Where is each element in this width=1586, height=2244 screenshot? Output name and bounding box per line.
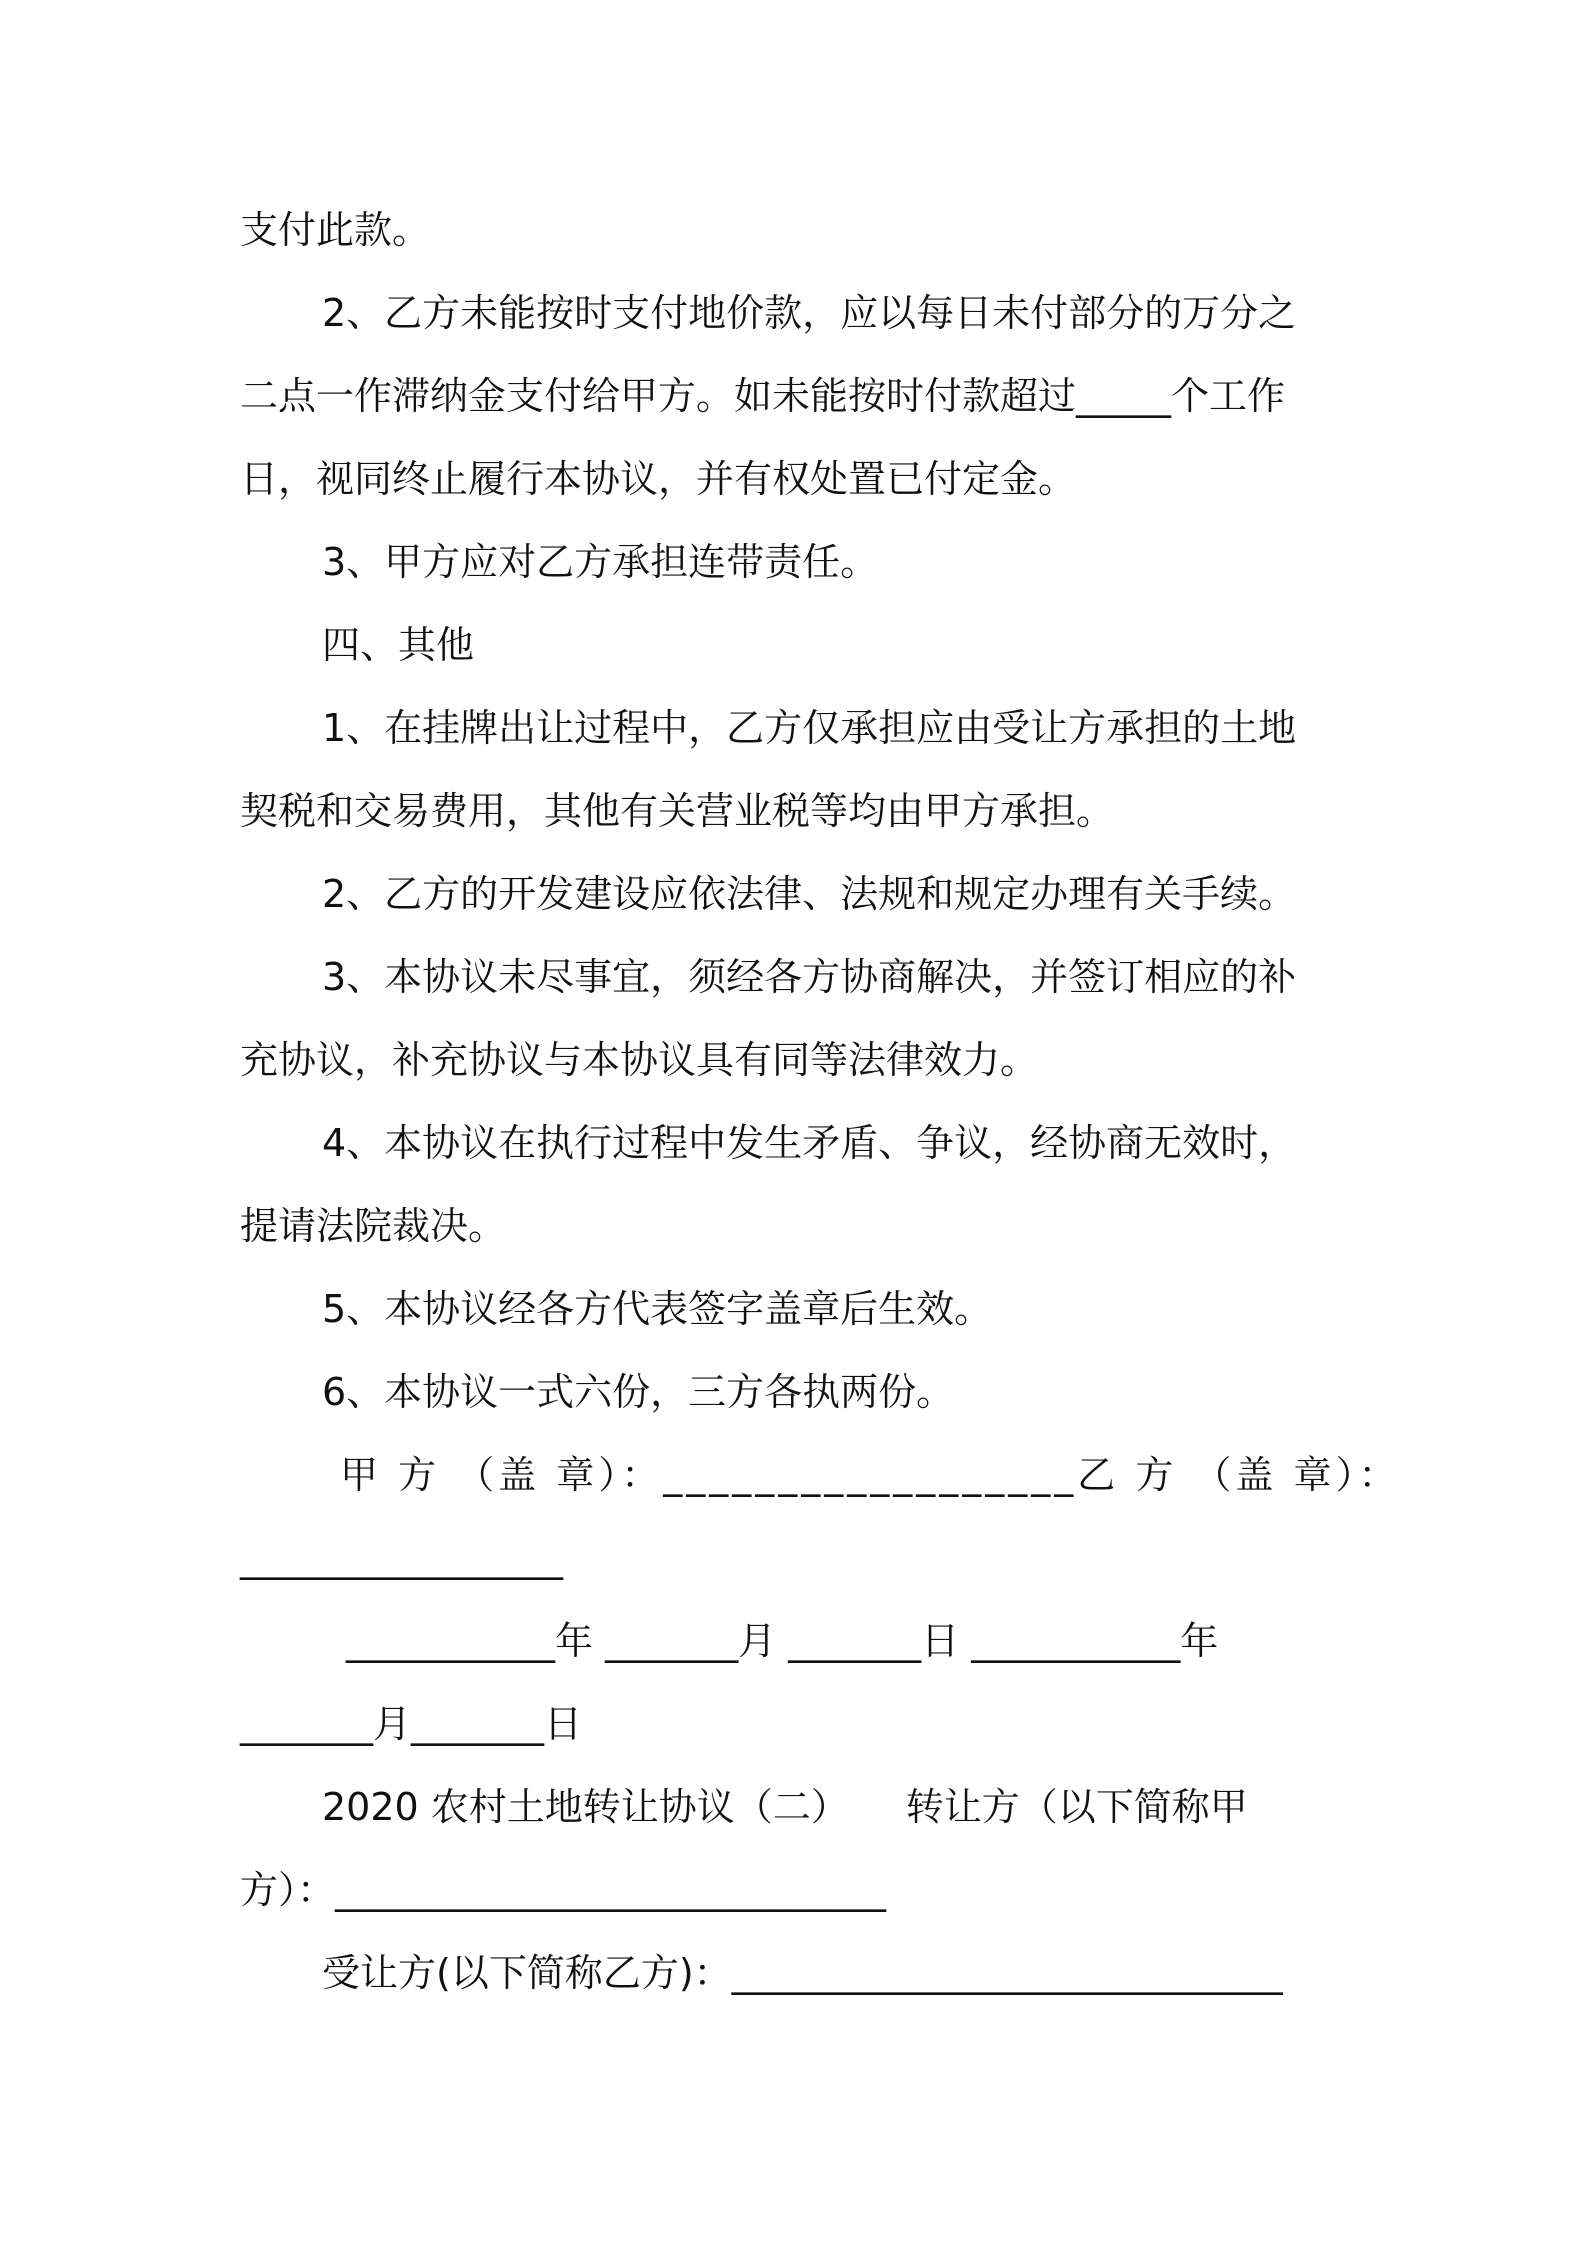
paragraph-line: 充协议，补充协议与本协议具有同等法律效力。 — [240, 1038, 1039, 1082]
paragraph-line: 提请法院裁决。 — [240, 1204, 507, 1248]
paragraph-line: 3、甲方应对乙方承担连带责任。 — [322, 540, 879, 584]
paragraph-line: 2、乙方未能按时支付地价款，应以每日未付部分的万分之 — [322, 291, 1297, 335]
paragraph-line: 受让方(以下简称乙方)：_____________________________ — [322, 1951, 1283, 1995]
paragraph-line: 1、在挂牌出让过程中，乙方仅承担应由受让方承担的土地 — [322, 706, 1297, 750]
paragraph-line: 二点一作滞纳金支付给甲方。如未能按时付款超过_____个工作 — [240, 374, 1286, 418]
paragraph-line: 方）：_____________________________ — [240, 1868, 887, 1912]
paragraph-line: 6、本协议一式六份，三方各执两份。 — [322, 1370, 955, 1414]
paragraph-line: 2、乙方的开发建设应依法律、法规和规定办理有关手续。 — [322, 872, 1297, 916]
date-line: _______月_______日 — [240, 1702, 583, 1746]
paragraph-line: 日，视同终止履行本协议，并有权处置已付定金。 — [240, 457, 1077, 501]
paragraph-line: 5、本协议经各方代表签字盖章后生效。 — [322, 1287, 993, 1331]
signature-blank: _________________ — [240, 1536, 563, 1580]
paragraph-line: 支付此款。 — [240, 208, 431, 252]
section-heading: 四、其他 — [322, 623, 475, 667]
paragraph-line: 4、本协议在执行过程中发生矛盾、争议，经协商无效时， — [322, 1121, 1297, 1165]
paragraph-line: 契税和交易费用，其他有关营业税等均由甲方承担。 — [240, 789, 1115, 833]
paragraph-line: 2020 农村土地转让协议（二） 转让方（以下简称甲 — [322, 1785, 1248, 1829]
paragraph-line: 3、本协议未尽事宜，须经各方协商解决，并签订相应的补 — [322, 955, 1297, 999]
signature-line: 甲 方 （盖 章）：__________________乙 方 （盖 章）： — [340, 1453, 1401, 1497]
date-line: ___________年 _______月 _______日 ___________年 — [346, 1619, 1219, 1663]
